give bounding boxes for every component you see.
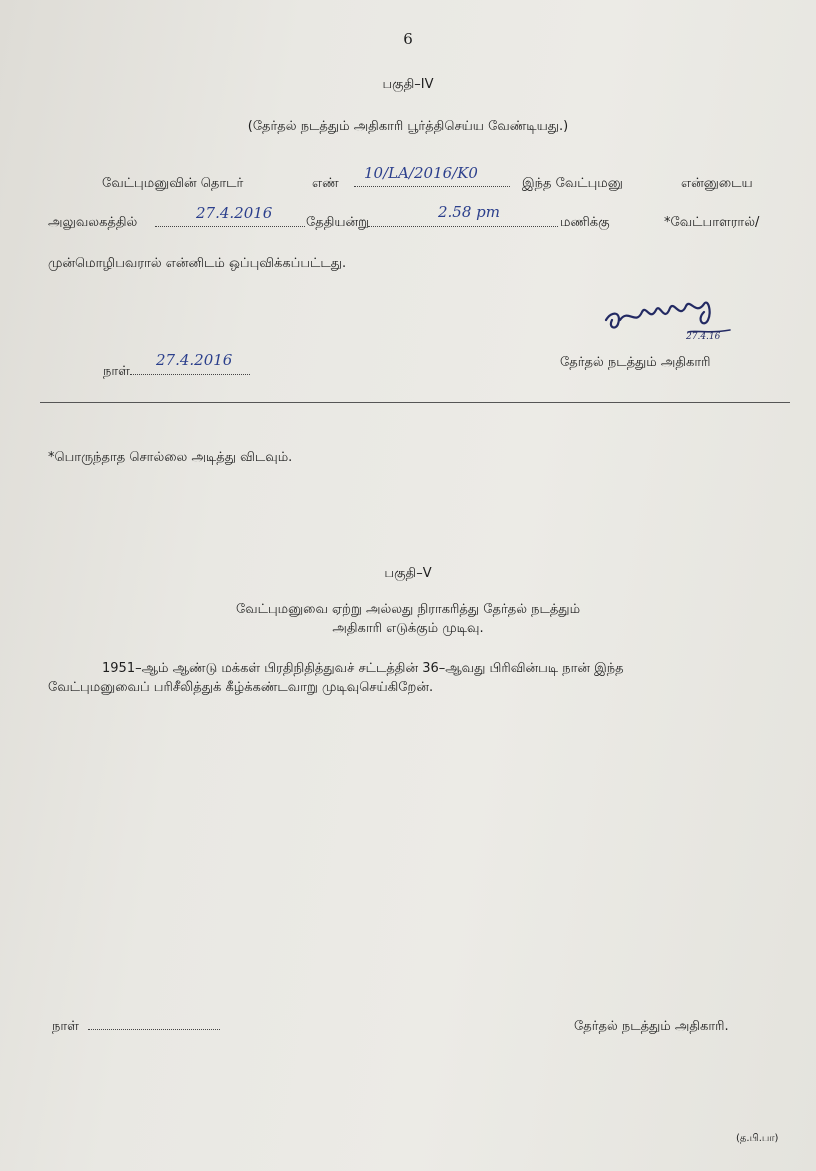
line1-end: என்னுடைய xyxy=(681,176,753,191)
date-label: தேதியன்று xyxy=(306,215,369,230)
bottom-date-line xyxy=(88,1029,220,1030)
decision-text-2: வேட்புமனுவைப் பரிசீலித்துக் கீழ்க்கண்டவாறு முடிவுசெய்கிறேன். xyxy=(48,680,434,695)
signature-date: 27.4.16 xyxy=(686,332,721,342)
part-v-subheading-2: அதிகாரி எடுக்கும் முடிவு. xyxy=(332,621,484,636)
filed-date-value: 27.4.2016 xyxy=(196,204,273,222)
bottom-date-label: நாள் xyxy=(52,1019,79,1034)
serial-number-label: எண் xyxy=(312,176,339,191)
time-line xyxy=(368,226,558,227)
part-v-heading: பகுதி–V xyxy=(384,566,432,581)
sign-date-value: 27.4.2016 xyxy=(156,351,233,369)
time-label: மணிக்கு xyxy=(560,215,610,230)
office-label: அலுவலகத்தில் xyxy=(48,215,138,230)
section-divider xyxy=(40,402,790,403)
line3-text: முன்மொழிபவரால் என்னிடம் ஒப்புவிக்கப்பட்டது. xyxy=(48,256,347,271)
part-iv-subheading: (தேர்தல் நடத்தும் அதிகாரி பூர்த்திசெய்ய வேண்டியது.) xyxy=(247,119,569,134)
date-prefix: நாள் xyxy=(103,364,130,379)
footnote: *பொருந்தாத சொல்லை அடித்து விடவும். xyxy=(48,450,293,465)
serial-number-line xyxy=(354,186,510,187)
part-iv-heading: பகுதி–IV xyxy=(382,77,434,92)
bottom-officer-label: தேர்தல் நடத்தும் அதிகாரி. xyxy=(574,1019,729,1034)
serial-number-value: 10/LA/2016/K0 xyxy=(364,164,478,182)
part-v-subheading-1: வேட்புமனுவை ஏற்று அல்லது நிராகரித்து தேர்தல் நடத்தும் xyxy=(235,602,581,617)
nomination-label: வேட்புமனுவின் தொடர் xyxy=(102,176,244,191)
print-mark: (த.பி.பா) xyxy=(736,1133,779,1144)
line1-suffix: இந்த வேட்புமனு xyxy=(522,176,623,191)
returning-officer-label: தேர்தல் நடத்தும் அதிகாரி xyxy=(560,355,711,370)
date-line xyxy=(155,226,305,227)
candidate-label: *வேட்பாளரால்/ xyxy=(664,215,760,230)
sign-date-line xyxy=(130,374,250,375)
filed-time-value: 2.58 pm xyxy=(438,203,500,221)
page-number: 6 xyxy=(403,30,413,48)
decision-text-1: 1951–ஆம் ஆண்டு மக்கள் பிரதிநிதித்துவச் சட்டத்தின் 36–ஆவது பிரிவின்படி நான் இந்த xyxy=(102,661,624,676)
